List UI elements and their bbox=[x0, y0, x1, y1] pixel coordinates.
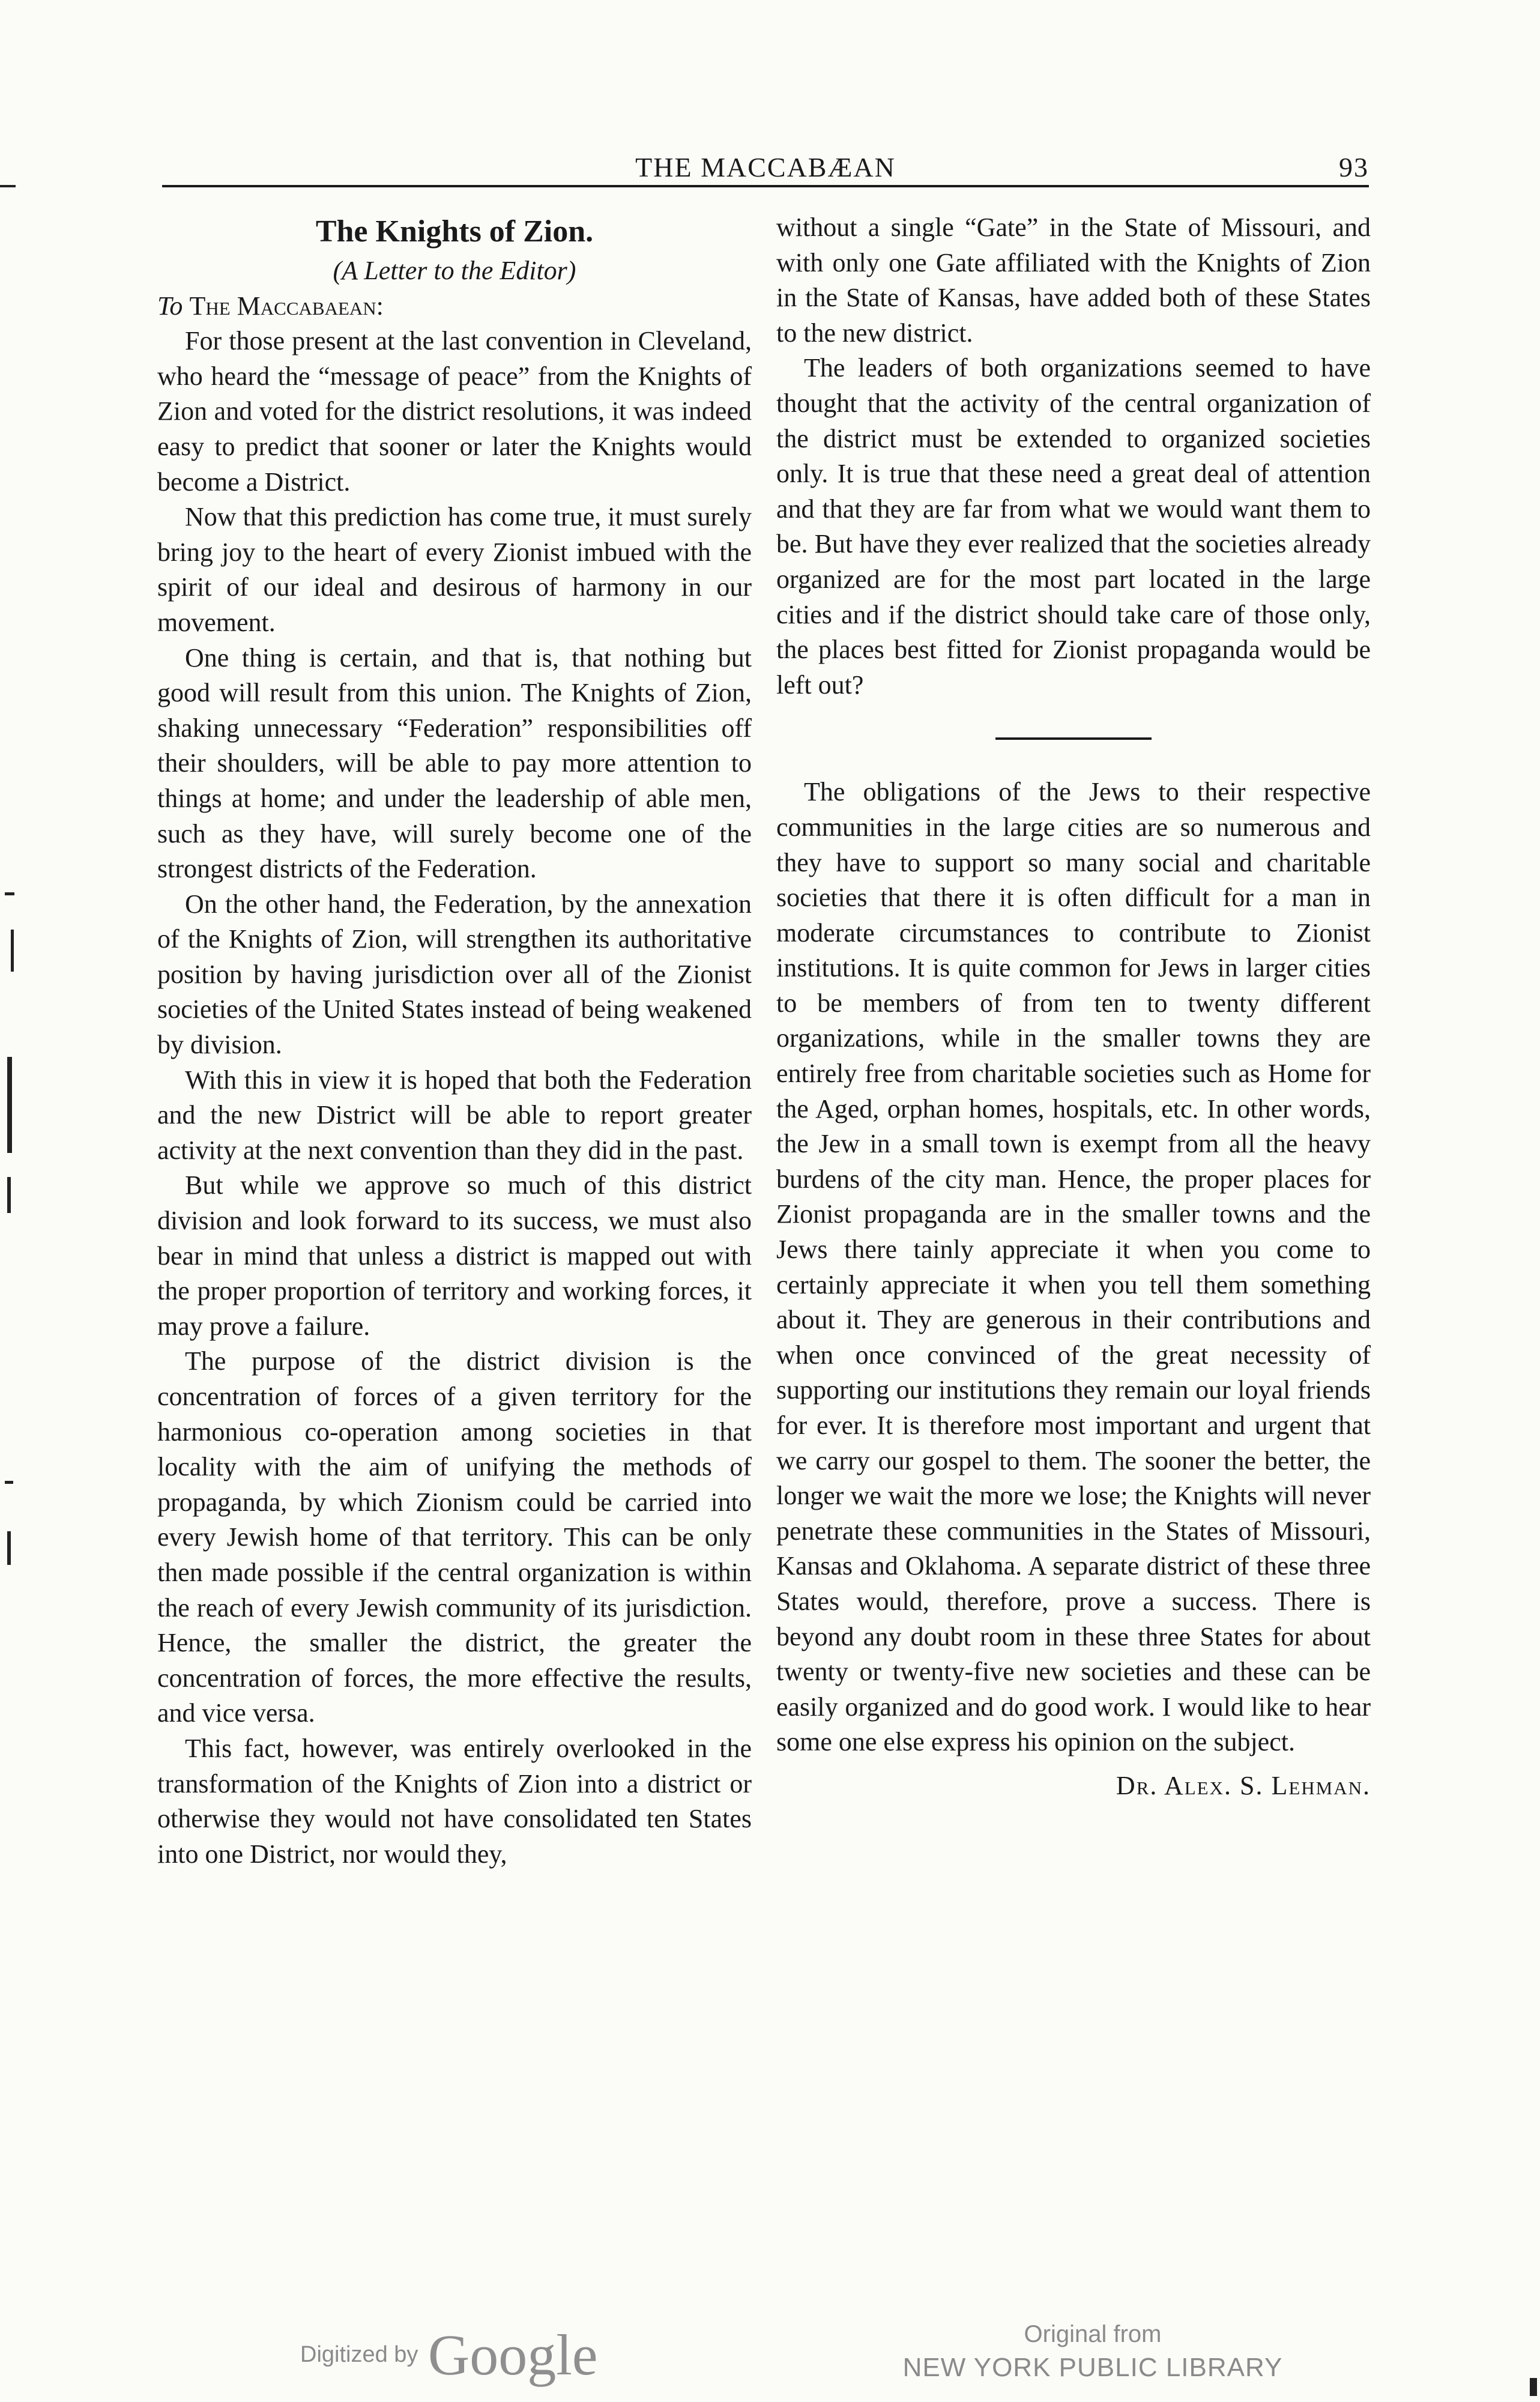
original-from-label: Original from bbox=[1024, 2321, 1162, 2347]
paragraph: This fact, however, was entirely overlooked in the transformation of the Knights of Zion into a district or otherwise they would not have consolidated ten States into one District, nor would they, bbox=[157, 1733, 752, 1869]
paragraph: Now that this prediction has come true, it must surely bring joy to the heart of every Zionist imbued with the spirit of our ideal and desirous of harmony in our movement. bbox=[157, 502, 752, 637]
margin-mark bbox=[11, 930, 14, 972]
section-separator bbox=[995, 737, 1152, 740]
running-title: THE MACCABÆAN bbox=[635, 152, 896, 183]
paragraph: The leaders of both organizations seemed to have thought that the activity of the central organization of the district must be extended to organized societies only. It is true that these need a great deal of attention and that they are far from what we would want them to be. But have they ever realized that the societies already organized are for the most part located in the large cities and if the district should take care of those only, the places best fitted for Zionist propaganda would be left out? bbox=[776, 353, 1371, 700]
paragraph: The obligations of the Jews to their respective communities in the large cities are so numerous and they have to support so many social and charitable societies that there it is often difficult for a man in moderate circumstances to contribute to Zionist institutions. It is quite common for Jews in larger cities to be members of from ten to twenty different organizations, while in the smaller towns they are entirely free from charitable societies such as Home for the Aged, orphan homes, hospitals, etc. In other words, the Jew in a small town is exempt from all the heavy burdens of the city man. Hence, the proper places for Zionist propaganda are in the smaller towns and the Jews there tainly appreciate it when you come to certainly appreciate it when you tell them something about it. They are generous in their contributions and when once convinced of the great necessity of supporting our institutions they remain our loyal friends for ever. It is therefore most important and urgent that we carry our gospel to them. The sooner the better, the longer we wait the more we lose; the Knights will never penetrate these communities in the States of Missouri, Kansas and Oklahoma. A separate district of these three States would, therefore, prove a success. There is beyond any doubt room in these three States for about twenty or twenty-five new societies and these can be easily organized and do good work. I would like to hear some one else express his opinion on the subject. bbox=[776, 777, 1371, 1757]
article-subtitle: (A Letter to the Editor) bbox=[333, 256, 576, 285]
article-title: The Knights of Zion. bbox=[315, 214, 594, 249]
digitized-label: Digitized by bbox=[300, 2342, 418, 2367]
paragraph-continuation: without a single “Gate” in the State of Missouri, and with only one Gate affiliated with the Knights of Zion in the State of Kansas, have added both of these States to the new district. bbox=[776, 213, 1371, 348]
salutation-name: The Maccabaean: bbox=[189, 291, 384, 321]
margin-mark bbox=[5, 892, 14, 895]
page-number: 93 bbox=[1339, 152, 1369, 183]
right-column bbox=[776, 210, 1371, 1804]
paragraph: With this in view it is hoped that both the Federation and the new District will be able to report greater activity at the next convention than they did in the past. bbox=[157, 1065, 752, 1165]
paragraph: The purpose of the district division is the concentration of forces of a given territory for the harmonious co-operation among societies in that locality with the aim of unifying the methods of propaganda, by which Zionism could be carried into every Jewish home of that territory. This can be only then made possible if the central organization is within the reach of every Jewish community of its jurisdiction. Hence, the smaller the district, the greater the concentration of forces, the more effective the results, and vice versa. bbox=[157, 1346, 752, 1728]
header-rule bbox=[162, 185, 1369, 187]
paragraph: One thing is certain, and that is, that nothing but good will result from this union. The Knights of Zion, shaking unnecessary “Federation” responsibilities off their shoulders, will be able to pay more attention to things at home; and under the leadership of able men, such as they have, will surely become one of the strongest districts of the Federation. bbox=[157, 643, 752, 884]
salutation bbox=[157, 289, 752, 324]
library-name: NEW YORK PUBLIC LIBRARY bbox=[902, 2353, 1283, 2382]
margin-mark bbox=[5, 1481, 13, 1484]
library-watermark bbox=[901, 2318, 1285, 2385]
google-logo: Google bbox=[427, 2323, 598, 2387]
margin-mark bbox=[7, 1177, 11, 1213]
salutation-to: To bbox=[157, 291, 183, 321]
running-head bbox=[162, 151, 1369, 187]
signature: Dr. Alex. S. Lehman. bbox=[1116, 1770, 1371, 1800]
paragraph: But while we approve so much of this district division and look forward to its success, we must also bear in mind that unless a district is mapped out with the proper proportion of territory and working forces, it may prove a failure. bbox=[157, 1170, 752, 1341]
paragraph: On the other hand, the Federation, by the annexation of the Knights of Zion, will strengthen its authoritative position by having jurisdiction over all of the Zionist societies of the United States instead of being weakened by division. bbox=[157, 889, 752, 1060]
margin-mark bbox=[1530, 2378, 1537, 2396]
margin-mark bbox=[7, 1531, 11, 1565]
left-column bbox=[157, 210, 752, 1872]
digitized-by-watermark bbox=[300, 2322, 597, 2388]
paragraph: For those present at the last convention in Cleveland, who heard the “message of peace” from the Knights of Zion and voted for the district resolutions, it was indeed easy to predict that sooner or later the Knights would become a District. bbox=[157, 326, 752, 497]
margin-mark bbox=[0, 185, 16, 187]
margin-mark bbox=[7, 1057, 12, 1153]
